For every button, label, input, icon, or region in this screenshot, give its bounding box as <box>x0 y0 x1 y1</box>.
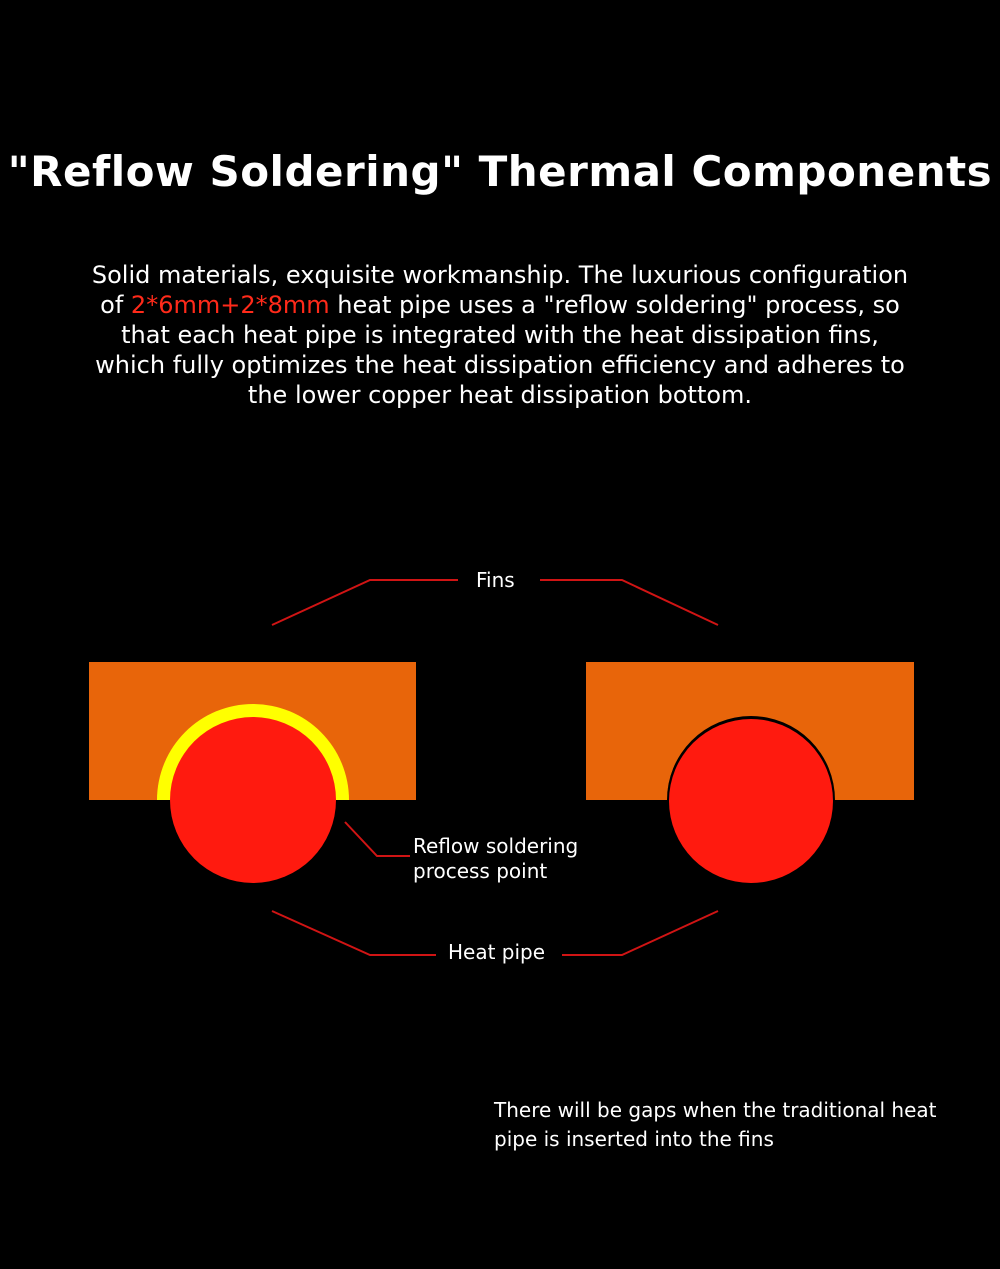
fins-label: Fins <box>476 568 515 592</box>
page-title: "Reflow Soldering" Thermal Components <box>7 147 993 197</box>
gap-note: There will be gaps when the traditional heat pipe is inserted into the fins <box>494 1098 937 1151</box>
fins-leader-right <box>540 580 718 625</box>
intro-highlight-spec: 2*6mm+2*8mm <box>130 291 330 319</box>
heat-pipe-leader-right <box>562 911 718 955</box>
heat-pipe-label: Heat pipe <box>448 940 546 964</box>
reflow-label-line-2: process point <box>413 859 548 883</box>
right-heat-pipe <box>669 719 833 883</box>
left-heat-pipe <box>170 717 336 883</box>
intro-text-start: Solid materials, exquisite workmanship. The luxurious configuration of <box>91 261 909 319</box>
heat-pipe-leader-left <box>272 911 436 955</box>
intro-text-end: heat pipe uses a "reflow soldering" process, so that each heat pipe is integrated with the heat dissipation fins, which fully optimizes the heat dissipation efficiency and adheres to the lower copper heat dissipation bottom. <box>95 291 905 409</box>
fins-leader-left <box>272 580 458 625</box>
reflow-point-label <box>413 834 578 884</box>
reflow-label-line-1: Reflow soldering <box>413 834 579 858</box>
